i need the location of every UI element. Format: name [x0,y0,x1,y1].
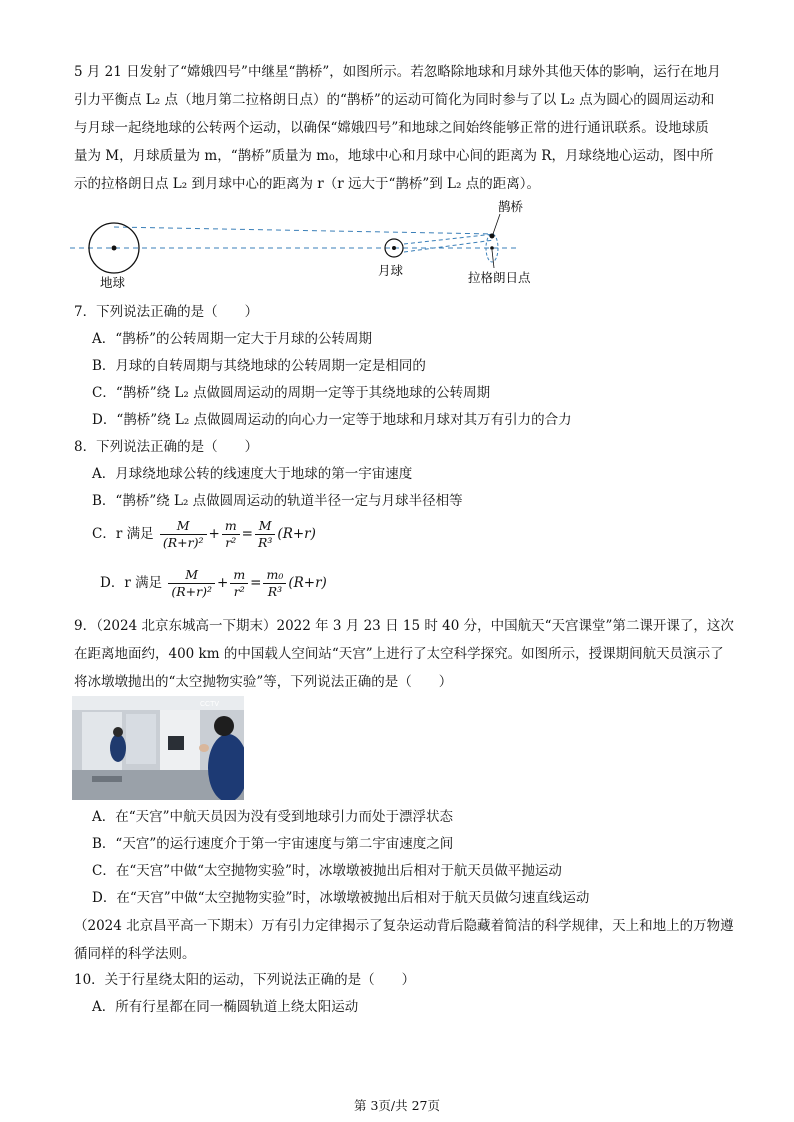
q8-c-frac2: $\frac{m}{\text{r²}}$ [222,518,240,551]
q8-d-frac1: $\frac{M}{\text{(R+r)²}}$ [168,567,215,600]
q10-stem: 10．关于行星绕太阳的运动，下列说法正确的是（ ） [74,972,416,988]
q8-option-d: D．r 满足 $\frac{M}{\text{(R+r)²}}$ + $\frac{m}{\text{r²}}$ = $\frac{\text{m₀}}{\text{R³}}$ (R+r) [100,567,327,599]
intro-paragraph: 5 月 21 日发射了“嫦娥四号”中继星“鹊桥”，如图所示。若忽略除地球和月球外其他天体的影响，运行在地月引力平衡点 L₂ 点（地月第二拉格朗日点）的“鹊桥”的运动可简化为同时参与了以 L₂ 点为圆心的圆周运动和与月球一起绕地球的公转两个运动，以确保“嫦娥四号”和地球之间始终能够正常的进行通讯联系。设地球质量为 M，月球质量为 m，“鹊桥”质量为 m₀，地球中心和月球中心间的距离为 R，月球绕地心运动，图中所示的拉格朗日点 L₂ 到月球中心的距离为 r（r 远大于“鹊桥”到 L₂ 点的距离）。 [74,64,721,192]
tangent-line-moon-2 [404,240,494,252]
tiangong-classroom-photo [72,696,244,800]
q8-c-prefix: C．r 满足 [92,526,154,542]
earth-moon-lagrange-diagram [70,196,540,290]
moon-label: 月球 [378,264,404,278]
cctv-logo: CCTV [200,701,220,708]
q7-option-b: B．月球的自转周期与其绕地球的公转周期一定是相同的 [92,358,426,374]
q7-stem: 7．下列说法正确的是（ ） [74,304,259,320]
q8-stem: 8．下列说法正确的是（ ） [74,439,259,455]
lagrange-label: 拉格朗日点 [468,271,531,285]
q7-option-c: C．“鹊桥”绕 L₂ 点做圆周运动的周期一定等于其绕地球的公转周期 [92,385,491,401]
lagrange-point-dot [490,246,494,250]
earth-label: 地球 [100,276,126,290]
lagrange-pointer [492,250,494,268]
q8-d-prefix: D．r 满足 [100,575,163,591]
q8-option-c: C．r 满足 $\frac{M}{\text{(R+r)²}}$ + $\frac{m}{\text{r²}}$ = $\frac{M}{\text{R³}}$ (R+r) [92,518,316,550]
tangent-line-moon [404,234,494,244]
q8-option-a: A．月球绕地球公转的线速度大于地球的第一宇宙速度 [92,466,413,482]
page-footer: 第 3页/共 27页 [353,1098,441,1113]
q9-option-a: A．在“天宫”中航天员因为没有受到地球引力而处于漂浮状态 [92,809,454,825]
queqiao-dot [490,234,495,239]
q7-option-d: D．“鹊桥”绕 L₂ 点做圆周运动的向心力一定等于地球和月球对其万有引力的合力 [92,412,572,428]
q8-c-frac1: $\frac{M}{\text{(R+r)²}}$ [160,518,207,551]
q8-c-frac3: $\frac{M}{\text{R³}}$ [255,518,275,551]
q8-d-frac2: $\frac{m}{\text{r²}}$ [230,567,248,600]
section-note: （2024 北京昌平高一下期末）万有引力定律揭示了复杂运动背后隐藏着简洁的科学规律，天上和地上的万物遵循同样的科学法则。 [74,918,734,962]
queqiao-label: 鹊桥 [498,200,524,214]
q8-d-frac3: $\frac{\text{m₀}}{\text{R³}}$ [263,567,286,600]
q9-option-b: B．“天宫”的运行速度介于第一宇宙速度与第二宇宙速度之间 [92,836,454,852]
queqiao-pointer [493,214,500,234]
moon-center-dot [392,246,396,250]
q9-option-d: D．在“天宫”中做“太空抛物实验”时，冰墩墩被抛出后相对于航天员做匀速直线运动 [92,890,590,906]
q8-option-b: B．“鹊桥”绕 L₂ 点做圆周运动的轨道半径一定与月球半径相等 [92,493,463,509]
earth-center-dot [112,246,117,251]
q7-option-a: A．“鹊桥”的公转周期一定大于月球的公转周期 [92,331,373,347]
q9-stem: 9．（2024 北京东城高一下期末）2022 年 3 月 23 日 15 时 40 分，中国航天“天宫课堂”第二课开课了，这次在距离地面约，400 km 的中国载人空间站“天宫”上进行了太空科学探究。如图所示，授课期间航天员演示了将冰墩墩抛出的“太空抛物实验”等，下列说法正确的是（ ） [74,618,734,690]
q9-option-c: C．在“天宫”中做“太空抛物实验”时，冰墩墩被抛出后相对于航天员做平抛运动 [92,863,562,879]
q10-option-a: A．所有行星都在同一椭圆轨道上绕太阳运动 [92,999,359,1015]
tangent-line-earth [114,227,494,234]
